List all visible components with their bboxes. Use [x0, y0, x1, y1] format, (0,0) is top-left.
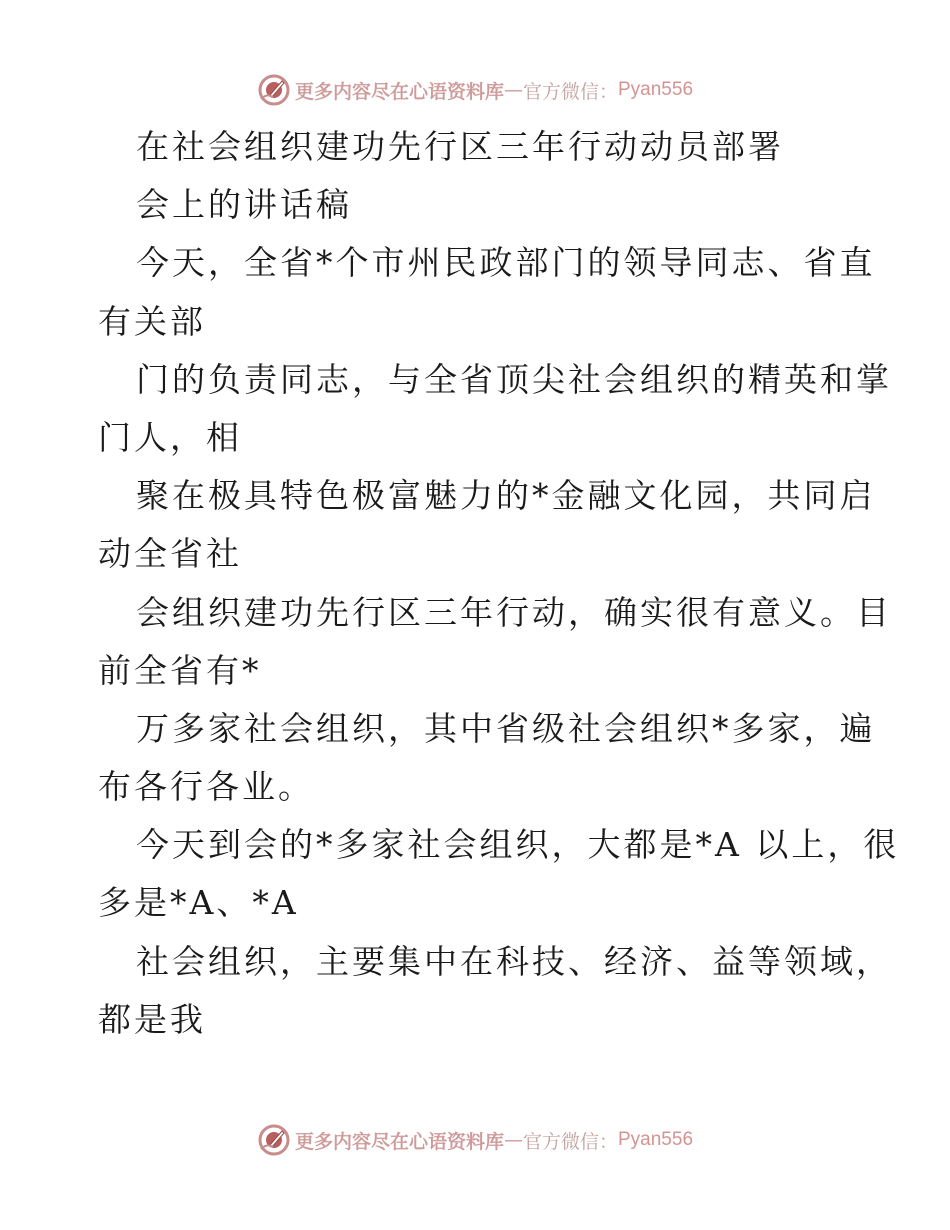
pen-logo-icon — [257, 1123, 291, 1157]
banner-wechat-id: Pyan556 — [618, 1129, 694, 1150]
document-line: 动全省社 — [98, 534, 242, 574]
document-body — [98, 118, 900, 1049]
document-line: 门的负责同志，与全省顶尖社会组织的精英和掌 — [136, 359, 892, 399]
document-line: 多是*A、*A — [98, 883, 299, 923]
document-line: 会组织建功先行区三年行动，确实很有意义。目 — [136, 592, 892, 632]
footer-watermark-banner — [0, 1120, 950, 1160]
document-line: 在社会组织建功先行区三年行动动员部署 — [136, 127, 784, 166]
banner-dash: — — [503, 1129, 523, 1151]
banner-site-text: 更多内容尽在心语资料库 — [294, 1130, 504, 1153]
banner-dash: — — [503, 79, 523, 101]
document-line: 万多家社会组织，其中省级社会组织*多家，遍 — [136, 708, 876, 748]
document-line: 都是我 — [98, 999, 206, 1039]
banner-wechat-label: 官方微信： — [522, 80, 618, 103]
banner-wechat-label: 官方微信： — [522, 1130, 618, 1153]
document-line: 今天到会的*多家社会组织，大都是*A 以上，很 — [136, 825, 900, 865]
banner-wechat-id: Pyan556 — [618, 79, 694, 100]
pen-logo-icon — [257, 73, 291, 107]
banner-site-text: 更多内容尽在心语资料库 — [294, 80, 504, 103]
document-line: 门人，相 — [98, 417, 242, 457]
document-line: 会上的讲话稿 — [136, 185, 352, 225]
document-line: 今天，全省*个市州民政部门的领导同志、省直 — [136, 243, 876, 283]
document-line: 有关部 — [98, 301, 206, 341]
document-line: 聚在极具特色极富魅力的*金融文化园，共同启 — [136, 476, 876, 516]
document-line: 布各行各业。 — [98, 767, 314, 807]
document-line: 社会组织，主要集中在科技、经济、益等领域， — [136, 941, 892, 981]
document-line: 前全省有* — [98, 650, 262, 690]
header-watermark-banner — [0, 70, 950, 110]
